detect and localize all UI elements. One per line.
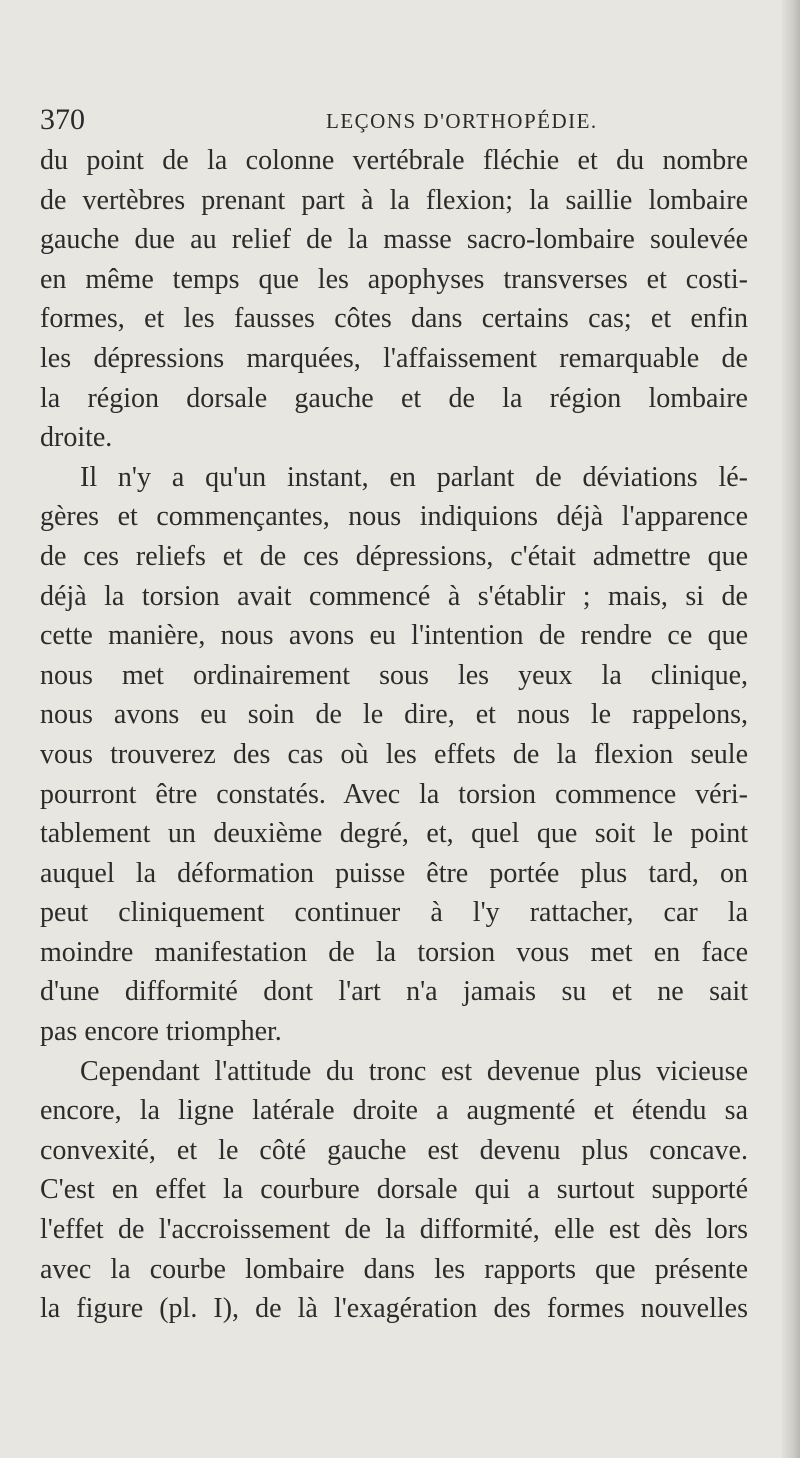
text-line: la figure (pl. I), de là l'exagération des formes nouvelles [40,1293,748,1325]
text-line: Cependant l'attitude du tronc est devenue plus vicieuse [80,1055,748,1087]
text-line: gauche due au relief de la masse sacro-lombaire soulevée [40,224,748,256]
text-line: pourront être constatés. Avec la torsion commence véri- [40,778,748,810]
text-line: avec la courbe lombaire dans les rapports que présente [40,1253,748,1285]
text-line: en même temps que les apophyses transverses et costi- [40,263,748,295]
text-line: d'une difformité dont l'art n'a jamais su et ne sait [40,976,748,1008]
running-title: LEÇONS D'ORTHOPÉDIE. [326,109,598,133]
text-line: gères et commençantes, nous indiquions déjà l'apparence [40,501,748,533]
text-line: nous met ordinairement sous les yeux la clinique, [40,659,748,691]
text-line: C'est en effet la courbure dorsale qui a surtout supporté [40,1174,748,1206]
text-line: formes, et les fausses côtes dans certains cas; et enfin [40,303,748,335]
text-line: encore, la ligne latérale droite a augmenté et étendu sa [40,1095,748,1127]
body-text [40,141,748,1329]
text-line: vous trouverez des cas où les effets de la flexion seule [40,738,748,770]
text-line: déjà la torsion avait commencé à s'établir ; mais, si de [40,580,748,612]
page-edge-shadow [782,0,800,1458]
text-line: tablement un deuxième degré, et, quel que soit le point [40,818,748,850]
text-line: Il n'y a qu'un instant, en parlant de déviations lé- [80,461,748,493]
text-line: peut cliniquement continuer à l'y rattacher, car la [40,897,748,929]
text-line: auquel la déformation puisse être portée plus tard, on [40,857,748,889]
text-line: la région dorsale gauche et de la région lombaire [40,382,748,414]
text-line: de ces reliefs et de ces dépressions, c'était admettre que [40,540,748,572]
page-number: 370 [40,103,85,136]
text-line: pas encore triompher. [40,1016,282,1048]
text-line: cette manière, nous avons eu l'intention de rendre ce que [40,620,748,652]
page-header [40,100,740,140]
text-line: convexité, et le côté gauche est devenu plus concave. [40,1134,748,1166]
text-line: l'effet de l'accroissement de la difformité, elle est dès lors [40,1214,748,1246]
text-line: du point de la colonne vertébrale fléchie et du nombre [40,145,748,176]
text-line: de vertèbres prenant part à la flexion; la saillie lombaire [40,184,748,216]
text-line: moindre manifestation de la torsion vous met en face [40,936,748,968]
text-line: les dépressions marquées, l'affaissement remarquable de [40,342,748,374]
text-line: nous avons eu soin de le dire, et nous le rappelons, [40,699,748,731]
text-line: droite. [40,422,113,454]
